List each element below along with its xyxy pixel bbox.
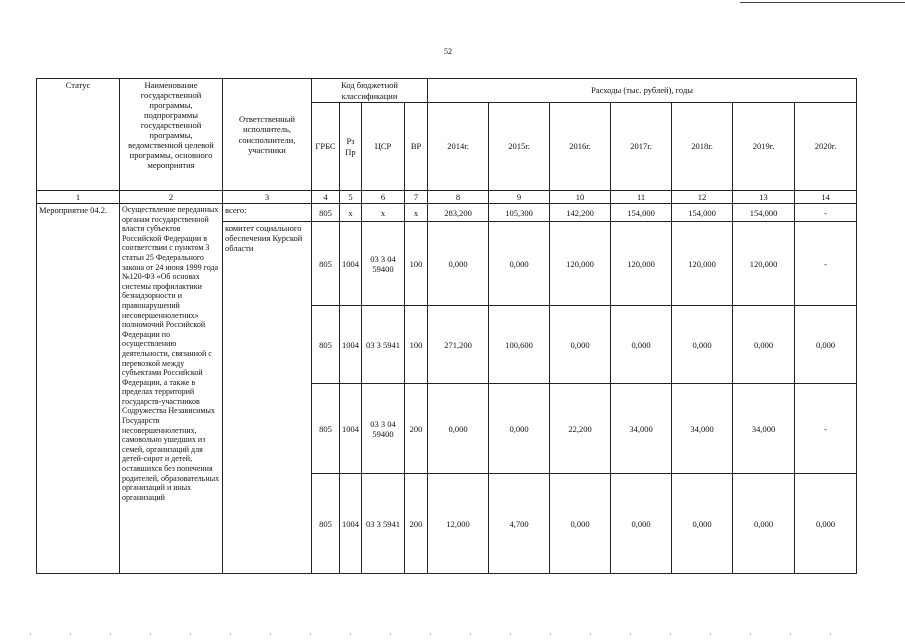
column-number: 6 [362, 191, 405, 204]
header-rzpr: Рз Пр [340, 103, 362, 191]
table-row-total [37, 204, 857, 222]
vr-cell: x [405, 204, 428, 222]
value-cell: 0,000 [795, 474, 857, 574]
column-number: 5 [340, 191, 362, 204]
header-year: 2018г. [672, 103, 733, 191]
column-number: 4 [312, 191, 340, 204]
header-vr: ВР [405, 103, 428, 191]
value-cell: 100,600 [489, 306, 550, 384]
rzpr-cell: 1004 [340, 384, 362, 474]
value-cell: 120,000 [611, 222, 672, 306]
value-cell: 0,000 [733, 306, 795, 384]
header-expenses: Расходы (тыс. рублей), годы [428, 79, 857, 103]
column-number: 11 [611, 191, 672, 204]
rzpr-cell: 1004 [340, 474, 362, 574]
value-cell: 34,000 [733, 384, 795, 474]
value-cell: 0,000 [611, 474, 672, 574]
measure-name-cell: Осуществление переданных органам государственной власти субъектов Российской Федерации в соответствии с пунктом 3 статьи 25 Федерального закона от 24 июня 1999 года №120-ФЗ «Об основах системы профилактики безнадзорности и правонарушений несовершеннолетних» полномочий Российской Федерации по осуществлению деятельности, связанной с перевозкой между субъектами Российской Федерации, а также в пределах территорий государств-участников Содружества Независимых Государств несовершеннолетних, самовольно ушедших из семей, организаций для детей-сирот и детей, оставшихся без попечения родителей, образовательных организаций и иных организаций [120, 204, 223, 574]
vr-cell: 200 [405, 384, 428, 474]
grbs-cell: 805 [312, 222, 340, 306]
bottom-scan-artifacts [30, 633, 850, 635]
csr-cell: 03 3 04 59400 [362, 384, 405, 474]
column-number: 14 [795, 191, 857, 204]
header-year: 2014г. [428, 103, 489, 191]
header-row-1 [37, 79, 857, 103]
value-cell: 12,000 [428, 474, 489, 574]
value-cell: 0,000 [733, 474, 795, 574]
grbs-cell: 805 [312, 204, 340, 222]
value-cell: 120,000 [550, 222, 611, 306]
header-budget-code: Код бюджетной классификации [312, 79, 428, 103]
value-cell: 4,700 [489, 474, 550, 574]
value-cell: 22,200 [550, 384, 611, 474]
value-cell: 0,000 [795, 306, 857, 384]
column-number: 3 [223, 191, 312, 204]
value-cell: 105,300 [489, 204, 550, 222]
header-grbs: ГРБС [312, 103, 340, 191]
value-cell: 271,200 [428, 306, 489, 384]
value-cell: 0,000 [550, 306, 611, 384]
value-cell: 0,000 [428, 384, 489, 474]
grbs-cell: 805 [312, 474, 340, 574]
csr-cell: 03 3 5941 [362, 474, 405, 574]
top-rule [740, 2, 905, 3]
value-cell: 34,000 [672, 384, 733, 474]
value-cell: 154,000 [611, 204, 672, 222]
responsible-cell: всего: [223, 204, 312, 222]
value-cell: 34,000 [611, 384, 672, 474]
column-number: 2 [120, 191, 223, 204]
header-csr: ЦСР [362, 103, 405, 191]
value-cell: 154,000 [672, 204, 733, 222]
value-cell: 0,000 [489, 384, 550, 474]
header-responsible: Ответственный исполнитель, соисполнители, участники [223, 79, 312, 191]
value-cell: 283,200 [428, 204, 489, 222]
csr-cell: 03 3 5941 [362, 306, 405, 384]
value-cell: 120,000 [733, 222, 795, 306]
responsible-cell: комитет социального обеспечения Курской области [223, 222, 312, 574]
header-year: 2020г. [795, 103, 857, 191]
vr-cell: 200 [405, 474, 428, 574]
rzpr-cell: x [340, 204, 362, 222]
column-number: 10 [550, 191, 611, 204]
header-year: 2016г. [550, 103, 611, 191]
csr-cell: 03 3 04 59400 [362, 222, 405, 306]
rzpr-cell: 1004 [340, 222, 362, 306]
value-cell: - [795, 222, 857, 306]
value-cell: 0,000 [489, 222, 550, 306]
vr-cell: 100 [405, 222, 428, 306]
value-cell: 0,000 [611, 306, 672, 384]
page-number: 52 [444, 47, 452, 56]
grbs-cell: 805 [312, 384, 340, 474]
value-cell: 142,200 [550, 204, 611, 222]
header-year: 2019г. [733, 103, 795, 191]
rzpr-cell: 1004 [340, 306, 362, 384]
value-cell: 0,000 [672, 306, 733, 384]
header-name: Наименование государственной программы, подпрограммы государственной программы, ведомственной целевой программы, основного мероприятия [120, 79, 223, 191]
value-cell: 0,000 [428, 222, 489, 306]
vr-cell: 100 [405, 306, 428, 384]
column-number: 9 [489, 191, 550, 204]
column-number: 13 [733, 191, 795, 204]
column-number: 8 [428, 191, 489, 204]
value-cell: 0,000 [672, 474, 733, 574]
column-number: 12 [672, 191, 733, 204]
header-year: 2015г. [489, 103, 550, 191]
header-year: 2017г. [611, 103, 672, 191]
value-cell: - [795, 204, 857, 222]
csr-cell: x [362, 204, 405, 222]
grbs-cell: 805 [312, 306, 340, 384]
value-cell: 0,000 [550, 474, 611, 574]
value-cell: - [795, 384, 857, 474]
budget-table [36, 78, 857, 574]
column-number: 1 [37, 191, 120, 204]
value-cell: 120,000 [672, 222, 733, 306]
header-status: Статус [37, 79, 120, 191]
status-cell: Мероприятие 04.2. [37, 204, 120, 574]
column-number: 7 [405, 191, 428, 204]
value-cell: 154,000 [733, 204, 795, 222]
column-number-row [37, 191, 857, 204]
